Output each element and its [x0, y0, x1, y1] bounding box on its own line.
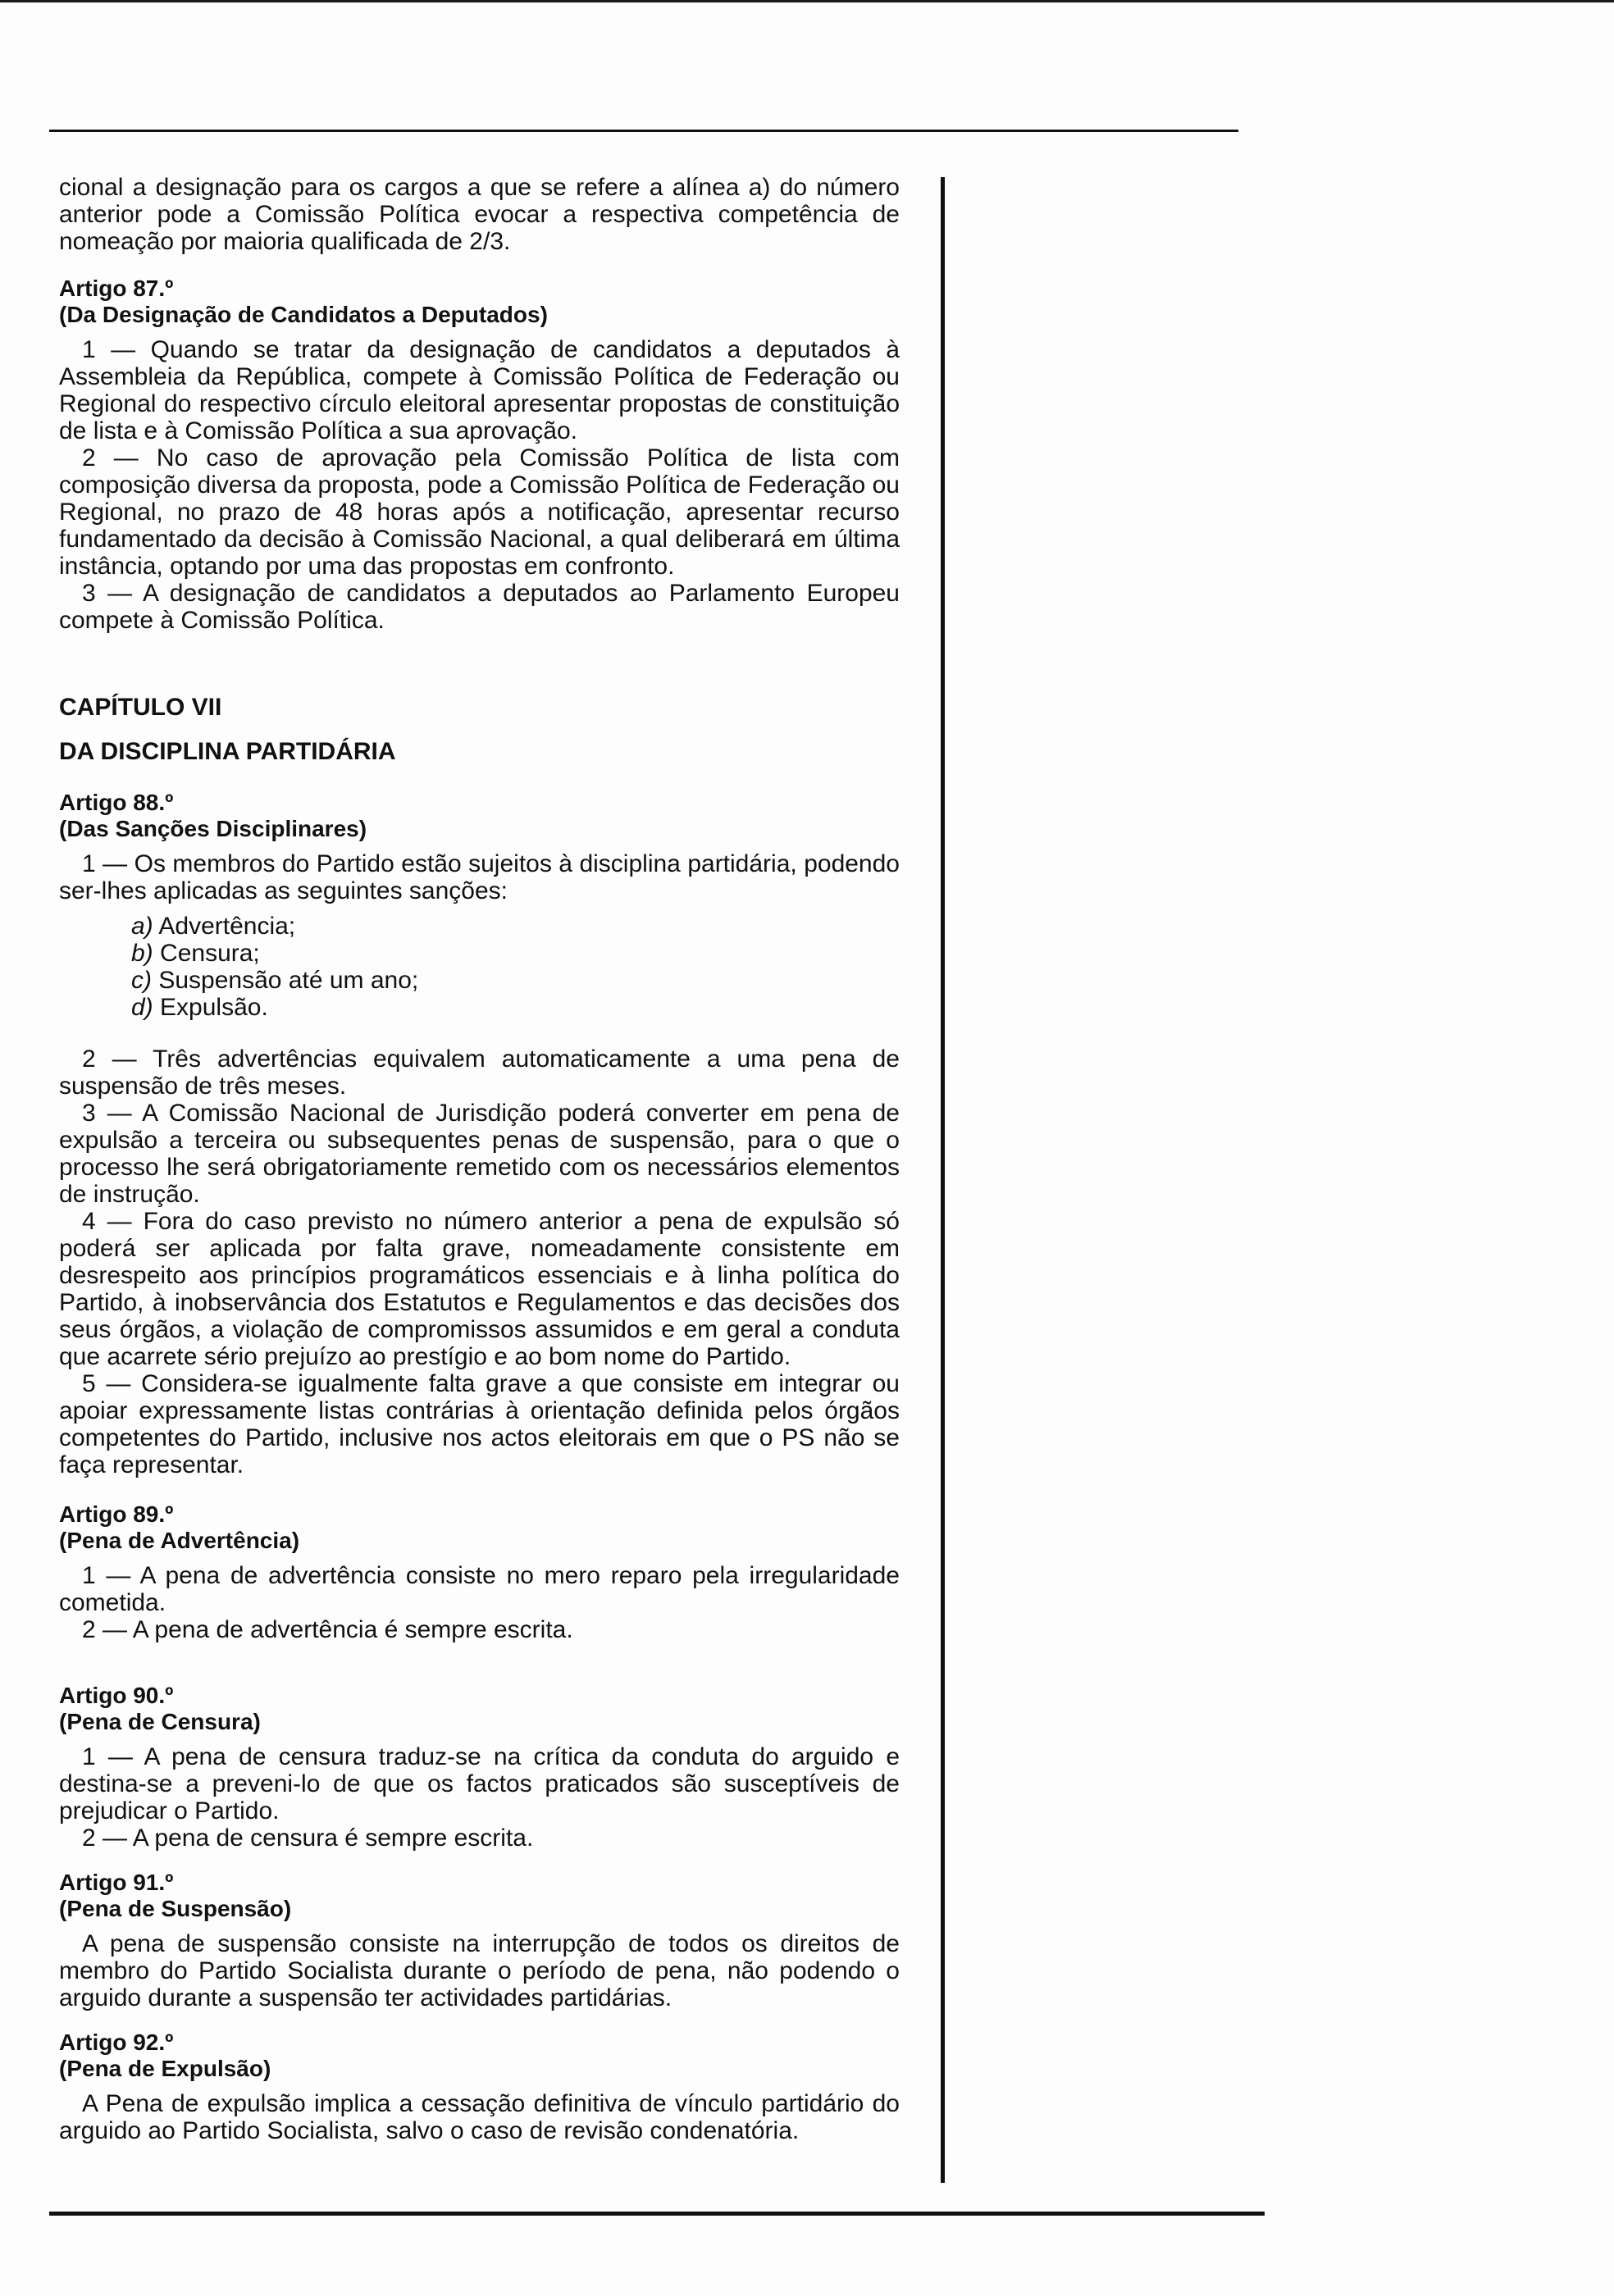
chapter-title: DA DISCIPLINA PARTIDÁRIA — [59, 738, 396, 765]
sanctions-list — [59, 913, 900, 1021]
article-87-paragraph-2: 2 — No caso de aprovação pela Comissão Política de lista com composição diversa da proposta, pode a Comissão Política de Federação ou Regional, no prazo de 48 horas após a notificação, apresentar recurso fundamentado da decisão à Comissão Nacional, a qual deliberará em última instância, optando por uma das propostas em confronto. — [59, 444, 900, 580]
article-88-title: (Das Sanções Disciplinares) — [59, 816, 367, 841]
article-92-title: (Pena de Expulsão) — [59, 2056, 271, 2081]
article-88-paragraph-4: 4 — Fora do caso previsto no número anterior a pena de expulsão só poderá ser aplicada por falta grave, nomeadamente consistente em desrespeito aos princípios programáticos essenciais e à linha política do Partido, à inobservância dos Estatutos e Regulamentos e das decisões dos seus órgãos, a violação de compromissos assumidos e em geral a conduta que acarrete sério prejuízo ao prestígio e ao bom nome do Partido. — [59, 1208, 900, 1370]
list-item: a) Advertência; — [131, 913, 296, 940]
list-item: b) Censura; — [131, 940, 260, 967]
article-89-number: Artigo 89.º — [59, 1501, 174, 1527]
article-90-paragraph-2: 2 — A pena de censura é sempre escrita. — [82, 1824, 534, 1852]
article-87-number: Artigo 87.º — [59, 276, 174, 301]
article-92-number: Artigo 92.º — [59, 2029, 174, 2055]
article-88-paragraph-2: 2 — Três advertências equivalem automaticamente a uma pena de suspensão de três meses. — [59, 1046, 900, 1100]
list-item: d) Expulsão. — [131, 994, 268, 1021]
article-90-paragraph-1: 1 — A pena de censura traduz-se na crítica da conduta do arguido e destina-se a preveni-lo de que os factos praticados são susceptíveis de prejudicar o Partido. — [59, 1743, 900, 1824]
text-column — [59, 174, 900, 2144]
article-87-title: (Da Designação de Candidatos a Deputados) — [59, 302, 548, 327]
article-89-paragraph-1: 1 — A pena de advertência consiste no mero reparo pela irregularidade cometida. — [59, 1562, 900, 1616]
article-87-paragraph-3: 3 — A designação de candidatos a deputados ao Parlamento Europeu compete à Comissão Política. — [59, 580, 900, 634]
article-92-paragraph: A Pena de expulsão implica a cessação definitiva de vínculo partidário do arguido ao Partido Socialista, salvo o caso de revisão condenatória. — [59, 2090, 900, 2144]
intro-paragraph: cional a designação para os cargos a que se refere a alínea a) do número anterior pode a Comissão Política evocar a respectiva competência de nomeação por maioria qualificada de 2/3. — [59, 174, 900, 255]
article-88-paragraph-3: 3 — A Comissão Nacional de Jurisdição poderá converter em pena de expulsão a terceira ou subsequentes penas de suspensão, para o que o processo lhe será obrigatoriamente remetido com os necessários elementos de instrução. — [59, 1100, 900, 1208]
article-91-paragraph: A pena de suspensão consiste na interrupção de todos os direitos de membro do Partido Socialista durante o período de pena, não podendo o arguido durante a suspensão ter actividades partidárias. — [59, 1930, 900, 2011]
article-89-paragraph-2: 2 — A pena de advertência é sempre escrita. — [82, 1616, 573, 1643]
article-91-number: Artigo 91.º — [59, 1870, 174, 1895]
column-divider — [941, 177, 945, 2183]
article-90-number: Artigo 90.º — [59, 1683, 174, 1708]
article-88-paragraph-5: 5 — Considera-se igualmente falta grave a que consiste em integrar ou apoiar expressamente listas contrárias à orientação definida pelos órgãos competentes do Partido, inclusive nos actos eleitorais em que o PS não se faça representar. — [59, 1370, 900, 1478]
article-87-paragraph-1: 1 — Quando se tratar da designação de candidatos a deputados à Assembleia da República, compete à Comissão Política de Federação ou Regional do respectivo círculo eleitoral apresentar propostas de constituição de lista e à Comissão Política a sua aprovação. — [59, 336, 900, 444]
header-rule — [49, 130, 1238, 132]
article-88-number: Artigo 88.º — [59, 790, 174, 815]
chapter-label: CAPÍTULO VII — [59, 694, 222, 721]
article-91-title: (Pena de Suspensão) — [59, 1896, 292, 1921]
footer-rule — [49, 2212, 1265, 2216]
article-90-title: (Pena de Censura) — [59, 1709, 261, 1734]
article-89-title: (Pena de Advertência) — [59, 1528, 300, 1553]
list-item: c) Suspensão até um ano; — [131, 967, 419, 994]
top-edge-rule — [0, 0, 1614, 2]
article-88-paragraph-1: 1 — Os membros do Partido estão sujeitos à disciplina partidária, podendo ser-lhes aplicadas as seguintes sanções: — [59, 850, 900, 904]
